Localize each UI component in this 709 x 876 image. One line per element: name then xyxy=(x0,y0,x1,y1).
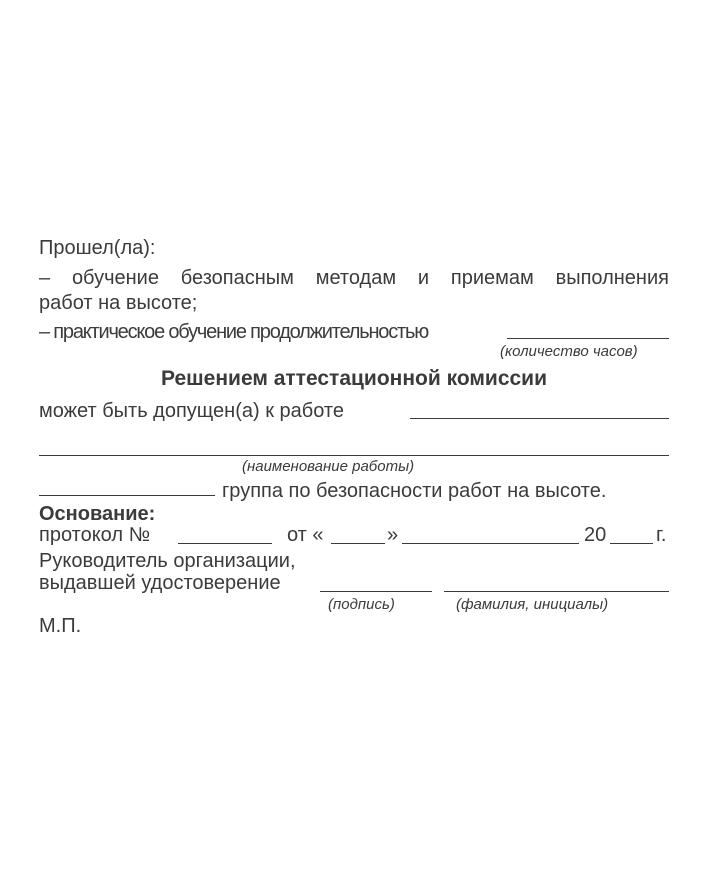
word: – xyxy=(39,267,51,289)
work-field[interactable] xyxy=(410,418,669,419)
head-line-2: выдавшей удостоверение xyxy=(39,572,281,594)
safety-group-label: группа по безопасности работ на высоте. xyxy=(222,480,607,502)
year-suffix: г. xyxy=(656,524,667,546)
work-caption: (наименование работы) xyxy=(242,458,415,475)
quote-close: » xyxy=(387,524,399,546)
training-item-1 xyxy=(39,266,669,290)
name-field[interactable] xyxy=(444,591,669,592)
word: приемам xyxy=(450,267,534,289)
work-field-cont[interactable] xyxy=(39,455,669,456)
word: и xyxy=(417,267,430,289)
signature-caption: (подпись) xyxy=(328,596,395,613)
hours-field[interactable] xyxy=(507,338,669,339)
stamp-label: М.П. xyxy=(39,615,82,637)
day-field[interactable] xyxy=(331,543,385,544)
commission-title: Решением аттестационной комиссии xyxy=(161,367,547,390)
training-item-1-cont: работ на высоте; xyxy=(39,292,198,314)
year-prefix: 20 xyxy=(584,524,607,546)
head-line-1: Руководитель организации, xyxy=(39,550,296,572)
training-item-2: – практическое обучение продолжительностью xyxy=(39,321,429,343)
protocol-number-field[interactable] xyxy=(178,543,272,544)
passed-label: Прошел(ла): xyxy=(39,237,156,259)
word: безопасным xyxy=(180,267,294,289)
word: выполнения xyxy=(555,267,669,289)
hours-caption: (количество часов) xyxy=(500,343,638,360)
protocol-label: протокол № xyxy=(39,524,151,546)
basis-label: Основание: xyxy=(39,503,156,525)
year-field[interactable] xyxy=(610,543,653,544)
signature-field[interactable] xyxy=(320,591,432,592)
group-field[interactable] xyxy=(39,495,215,496)
word: методам xyxy=(315,267,397,289)
from-label: от « xyxy=(287,524,324,546)
word: обучение xyxy=(71,267,159,289)
admitted-label: может быть допущен(а) к работе xyxy=(39,400,344,422)
name-caption: (фамилия, инициалы) xyxy=(456,596,609,613)
month-field[interactable] xyxy=(402,543,579,544)
